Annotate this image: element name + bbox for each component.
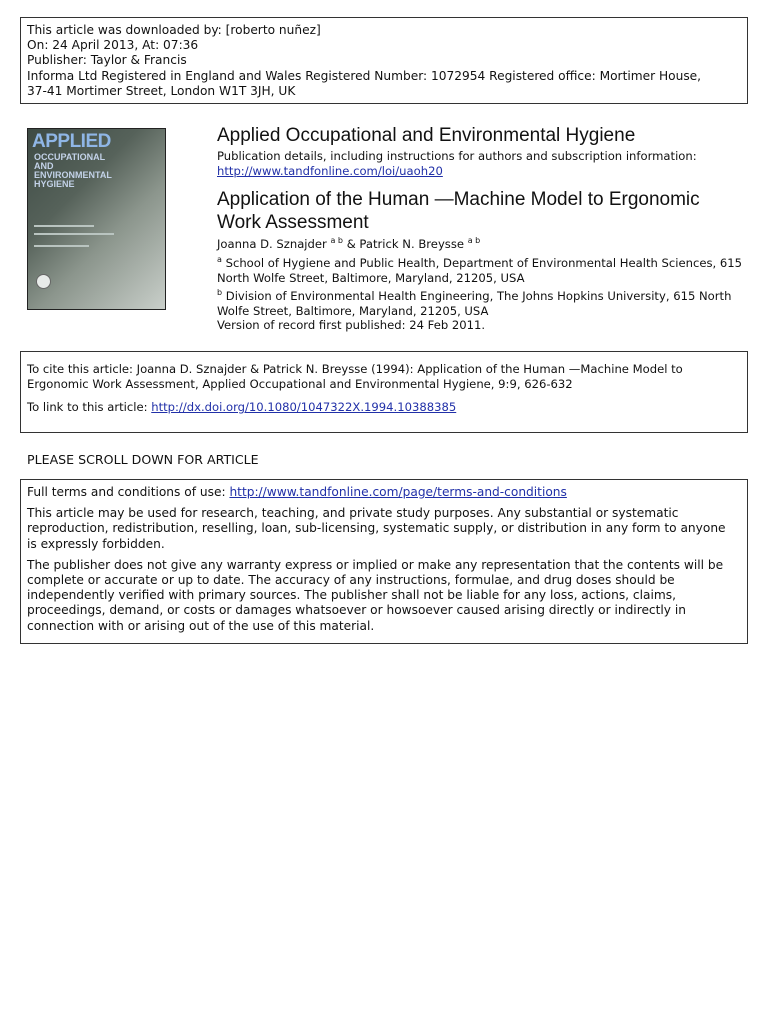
- author-superscript: a b: [467, 236, 481, 246]
- author-separator: &: [346, 237, 356, 251]
- author-name: Joanna D. Sznajder: [217, 237, 327, 251]
- scroll-notice: PLEASE SCROLL DOWN FOR ARTICLE: [27, 452, 259, 467]
- cover-decoration: [34, 225, 94, 227]
- publication-details: Publication details, including instructions for authors and subscription information:: [217, 149, 697, 163]
- cover-subtitle: OCCUPATIONAL AND ENVIRONMENTAL HYGIENE: [34, 152, 112, 189]
- terms-label: Full terms and conditions of use:: [27, 485, 226, 499]
- author-name: Patrick N. Breysse: [359, 237, 465, 251]
- disclaimer-paragraph: The publisher does not give any warranty express or implied or make any representation that the contents will be complete or accurate or up to date. The accuracy of any instructions, formulae, and drug doses should be independently verified with primary sources. The publisher shall not be liable for any loss, actions, claims, proceedings, demand, or costs or damages whatsoever or howsoever caused arising directly or indirectly in connection with or arising out of the use of this material.: [27, 557, 724, 633]
- address-text: 37-41 Mortimer Street, London W1T 3JH, UK: [27, 83, 296, 98]
- citation-box: [20, 351, 748, 433]
- publisher-text: Publisher: Taylor & Francis: [27, 53, 187, 68]
- article-title: Application of the Human —Machine Model to Ergonomic Work Assessment: [217, 189, 700, 233]
- affiliation-b: $^b$ Division of Environmental Health Engineering, The Johns Hopkins University, 615 North Wolfe Street, Baltimore, Maryland, 21205, USA: [217, 288, 732, 318]
- download-date-text: On: 24 April 2013, At: 07:36: [27, 38, 199, 53]
- downloaded-by-text: This article was downloaded by: [roberto nuñez]: [27, 23, 321, 37]
- doi-link[interactable]: http://dx.doi.org/10.1080/1047322X.1994.10388385: [151, 400, 457, 414]
- terms-row: [27, 485, 739, 500]
- version-text: Version of record first published: 24 Feb 2011.: [217, 318, 486, 332]
- usage-paragraph: This article may be used for research, teaching, and private study purposes. Any substantial or systematic reproduction, redistribution, reselling, loan, sub-licensing, systematic supply, or distribution in any form to anyone is expressly forbidden.: [27, 506, 726, 551]
- article-link-row: [27, 400, 739, 415]
- author-superscript: a b: [330, 236, 343, 246]
- registration-text: Informa Ltd Registered in England and Wales Registered Number: 1072954 Registered office: Mortimer House,: [27, 68, 702, 83]
- cover-decoration: [34, 245, 89, 247]
- article-metadata: [217, 124, 747, 332]
- terms-box: [20, 479, 748, 644]
- cover-title: APPLIED: [32, 131, 111, 152]
- article-link-label: To link to this article:: [27, 400, 148, 414]
- cover-decoration: [34, 233, 114, 235]
- publisher-logo-icon: [36, 274, 51, 289]
- journal-cover-image: [27, 128, 166, 310]
- journal-link[interactable]: http://www.tandfonline.com/loi/uaoh20: [217, 164, 443, 178]
- citation-text: To cite this article: Joanna D. Sznajder & Patrick N. Breysse (1994): Application of the Human —Machine Model to Ergonomic Work Assessment, Applied Occupational and Environmental Hygiene, 9:9, 626-632: [27, 362, 683, 391]
- journal-title: Applied Occupational and Environmental Hygiene: [217, 125, 636, 146]
- authors: [217, 237, 747, 251]
- affiliation-a: $^a$ School of Hygiene and Public Health, Department of Environmental Health Sciences, 615 North Wolfe Street, Baltimore, Maryland, 21205, USA: [217, 255, 743, 285]
- terms-link[interactable]: http://www.tandfonline.com/page/terms-and-conditions: [229, 485, 567, 499]
- download-info-box: [20, 17, 748, 104]
